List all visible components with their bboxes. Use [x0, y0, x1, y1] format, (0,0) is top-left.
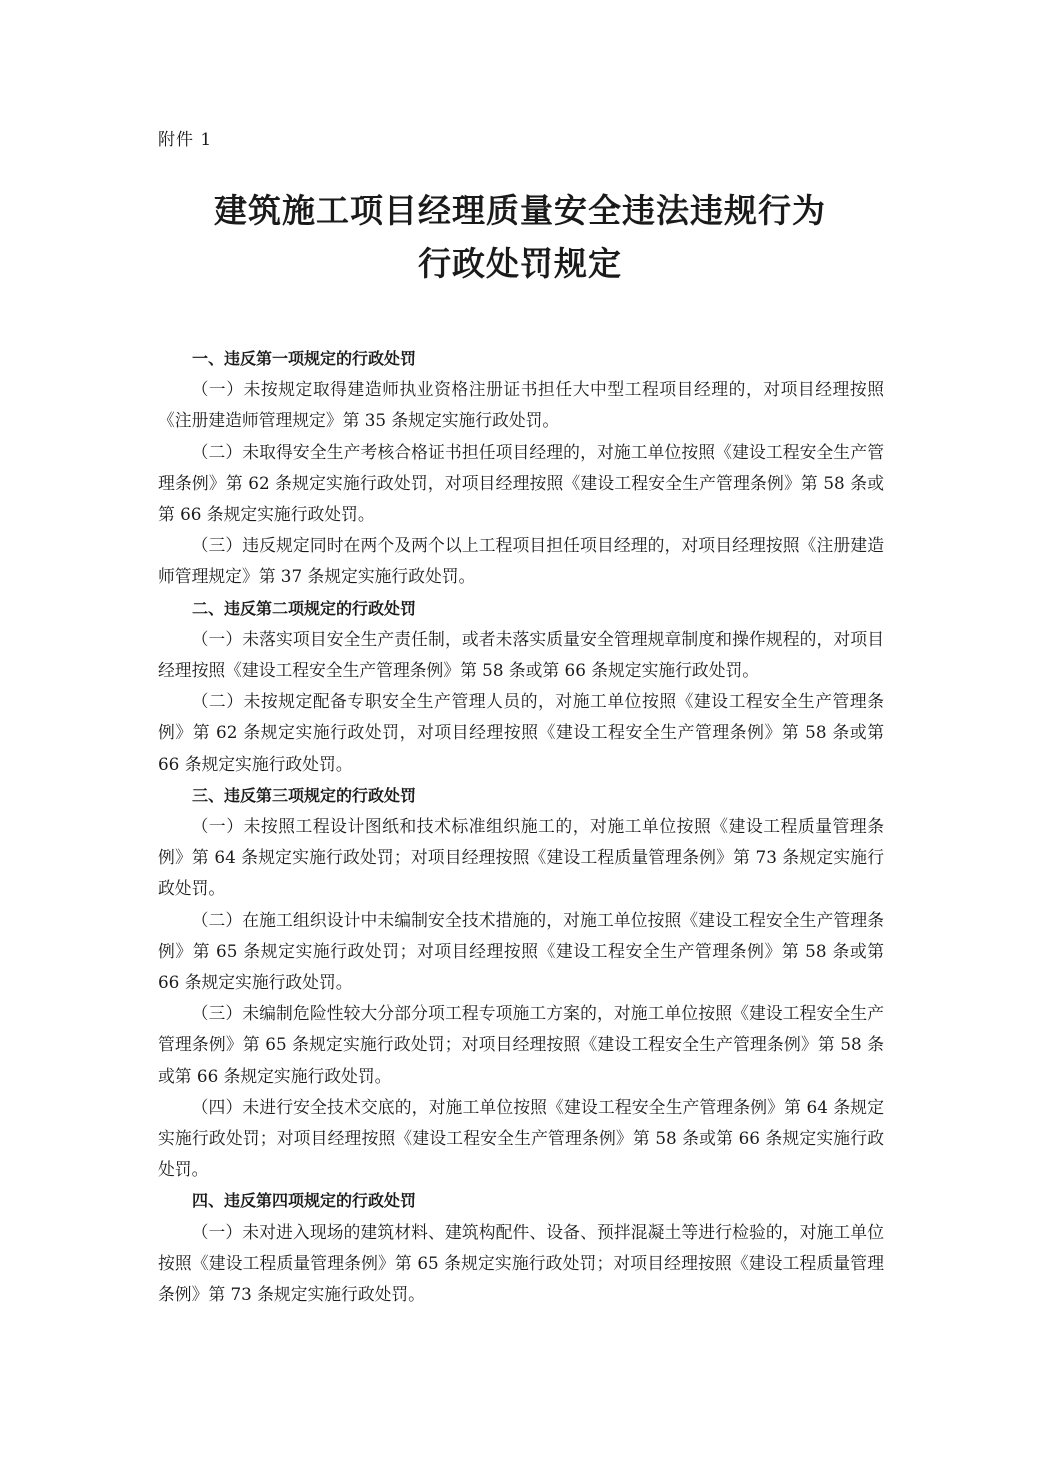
section-3-paragraph-2: （二）在施工组织设计中未编制安全技术措施的，对施工单位按照《建设工程安全生产管理条例》第 65 条规定实施行政处罚；对项目经理按照《建设工程安全生产管理条例》第 58 条或第 66 条规定实施行政处罚。: [158, 909, 884, 993]
section-heading-2: 二、违反第二项规定的行政处罚: [192, 598, 417, 618]
section-1-paragraph-1: （一）未按规定取得建造师执业资格注册证书担任大中型工程项目经理的，对项目经理按照《注册建造师管理规定》第 35 条规定实施行政处罚。: [158, 379, 884, 431]
document-title-line-2: 行政处罚规定: [418, 244, 622, 283]
section-2-paragraph-2: （二）未按规定配备专职安全生产管理人员的，对施工单位按照《建设工程安全生产管理条例》第 62 条规定实施行政处罚，对项目经理按照《建设工程安全生产管理条例》第 58 条或第 66 条规定实施行政处罚。: [158, 691, 884, 774]
section-3-paragraph-4: （四）未进行安全技术交底的，对施工单位按照《建设工程安全生产管理条例》第 64 条规定实施行政处罚；对项目经理按照《建设工程安全生产管理条例》第 58 条或第 66 条规定实施行政处罚。: [158, 1096, 884, 1180]
document-title-line-1: 建筑施工项目经理质量安全违法违规行为: [214, 191, 826, 230]
section-3-paragraph-1: （一）未按照工程设计图纸和技术标准组织施工的，对施工单位按照《建设工程质量管理条例》第 64 条规定实施行政处罚；对项目经理按照《建设工程质量管理条例》第 73 条规定实施行政处罚。: [158, 816, 884, 899]
section-heading-3: 三、违反第三项规定的行政处罚: [192, 785, 417, 805]
section-heading-4: 四、违反第四项规定的行政处罚: [192, 1191, 417, 1211]
section-1-paragraph-3: （三）违反规定同时在两个及两个以上工程项目担任项目经理的，对项目经理按照《注册建造师管理规定》第 37 条规定实施行政处罚。: [158, 535, 884, 587]
section-4-paragraph-1: （一）未对进入现场的建筑材料、建筑构配件、设备、预拌混凝土等进行检验的，对施工单位按照《建设工程质量管理条例》第 65 条规定实施行政处罚；对项目经理按照《建设工程质量管理条例》第 73 条规定实施行政处罚。: [158, 1221, 884, 1305]
section-heading-1: 一、违反第一项规定的行政处罚: [192, 349, 417, 368]
section-2-paragraph-1: （一）未落实项目安全生产责任制，或者未落实质量安全管理规章制度和操作规程的，对项目经理按照《建设工程安全生产管理条例》第 58 条或第 66 条规定实施行政处罚。: [158, 628, 884, 681]
section-1-paragraph-2: （二）未取得安全生产考核合格证书担任项目经理的，对施工单位按照《建设工程安全生产管理条例》第 62 条规定实施行政处罚，对项目经理按照《建设工程安全生产管理条例》第 58 条或第 66 条规定实施行政处罚。: [158, 441, 884, 525]
section-3-paragraph-3: （三）未编制危险性较大分部分项工程专项施工方案的，对施工单位按照《建设工程安全生产管理条例》第 65 条规定实施行政处罚；对项目经理按照《建设工程安全生产管理条例》第 58 条或第 66 条规定实施行政处罚。: [158, 1003, 884, 1086]
attachment-label: 附件 1: [158, 130, 213, 150]
document-body: [158, 343, 884, 1310]
